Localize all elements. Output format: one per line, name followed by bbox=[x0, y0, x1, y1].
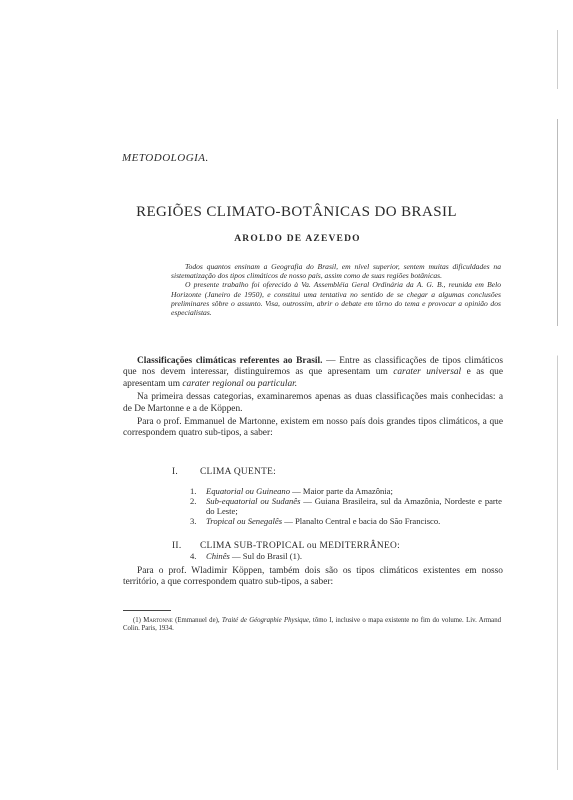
clima-quente-heading bbox=[172, 467, 276, 477]
body-paragraph-1 bbox=[123, 356, 503, 390]
clima-quente-list bbox=[190, 486, 502, 526]
abstract-paragraph-1: Todos quantos ensinam a Geografia do Brasil, em nível superior, sentem muitas dificuldades na sistematização dos tipos climáticos de nosso país, assim como de suas regiões botânicas. bbox=[171, 262, 501, 281]
footnote-marker: (1) bbox=[133, 617, 141, 624]
article-title: REGIÕES CLIMATO-BOTÂNICAS DO BRASIL bbox=[136, 204, 457, 220]
item-number: 4. bbox=[190, 551, 197, 561]
body-paragraph-2: Na primeira dessas categorias, examinaremos apenas as duas classificações mais conhecidas: a de De Martonne e a de Köppen. bbox=[123, 392, 503, 414]
emphasis-text: carater universal bbox=[393, 367, 462, 378]
emphasis-text: carater regional ou particular. bbox=[182, 378, 298, 389]
article-author: AROLDO DE AZEVEDO bbox=[234, 234, 361, 244]
list-item bbox=[190, 551, 502, 561]
item-desc: — Sul do Brasil (1). bbox=[229, 551, 302, 561]
item-number: 2. bbox=[190, 496, 197, 506]
abstract bbox=[171, 262, 501, 317]
paragraph-text: — Entre as classificações de tipos climáticos que nos devem interessar, distinguiremos as que apresentam um bbox=[123, 356, 503, 378]
footnote-text: tômo I, inclusive o mapa existente no fim do volume. Liv. Armand Colin. Paris, 1934. bbox=[123, 617, 501, 633]
heading-text: CLIMA SUB-TROPICAL ou MEDITERRÂNEO: bbox=[200, 541, 400, 551]
roman-numeral: I. bbox=[172, 467, 179, 477]
list-item bbox=[190, 516, 502, 526]
paragraph-lead: Classificações climáticas referentes ao Brasil. bbox=[137, 356, 323, 366]
footnote-rule bbox=[123, 610, 171, 611]
item-desc: — Planalto Central e bacia do São Francisco. bbox=[282, 516, 441, 526]
body-text bbox=[123, 356, 503, 442]
footnote-work: Traité de Géographie Physique, bbox=[221, 617, 311, 624]
item-number: 3. bbox=[190, 516, 197, 526]
section-label: METODOLOGIA. bbox=[122, 152, 209, 164]
scan-edge-line bbox=[557, 30, 558, 770]
roman-numeral: II. bbox=[172, 541, 182, 551]
item-name: Equatorial ou Guineano bbox=[206, 486, 291, 496]
item-number: 1. bbox=[190, 486, 197, 496]
item-desc: — Guiana Brasileira, sul da Amazônia, Nordeste e parte do Leste; bbox=[206, 496, 502, 516]
list-item bbox=[190, 496, 502, 516]
abstract-paragraph-2: O presente trabalho foi oferecido à Va. Assembléia Geral Ordinária da A. G. B., reunida em Belo Horizonte (Janeiro de 1950), e constitui uma tentativa no sentido de se chegar a algumas conclusões preliminares sôbre o assunto. Visa, outrossim, abrir o debate em tôrno do tema e provocar a opinião dos especialistas. bbox=[171, 280, 501, 318]
footnote-author: Martonne bbox=[143, 617, 173, 624]
heading-text: CLIMA QUENTE: bbox=[200, 467, 277, 477]
list-item bbox=[190, 486, 502, 496]
footnote bbox=[123, 617, 501, 633]
paragraph-text: e as que apresentam um bbox=[123, 367, 503, 389]
body-paragraph-4: Para o prof. Wladimir Köppen, também dois são os tipos climáticos existentes em nosso território, a que correspondem quatro sub-tipos, a saber: bbox=[123, 566, 503, 588]
body-paragraph-3: Para o prof. Emmanuel de Martonne, existem em nosso país dois grandes tipos climáticos, a que correspondem quatro sub-tipos, a saber: bbox=[123, 417, 503, 439]
clima-subtropical-list bbox=[190, 551, 502, 561]
item-name: Tropical ou Senegalês bbox=[206, 516, 283, 526]
item-desc: — Maior parte da Amazônia; bbox=[290, 486, 393, 496]
item-name: Sub-equatorial ou Sudanês bbox=[206, 496, 301, 506]
item-name: Chinês bbox=[206, 551, 230, 561]
footnote-text: (Emmanuel de), bbox=[172, 617, 220, 624]
clima-subtropical-heading bbox=[172, 541, 400, 551]
body-text-continued bbox=[123, 566, 503, 589]
